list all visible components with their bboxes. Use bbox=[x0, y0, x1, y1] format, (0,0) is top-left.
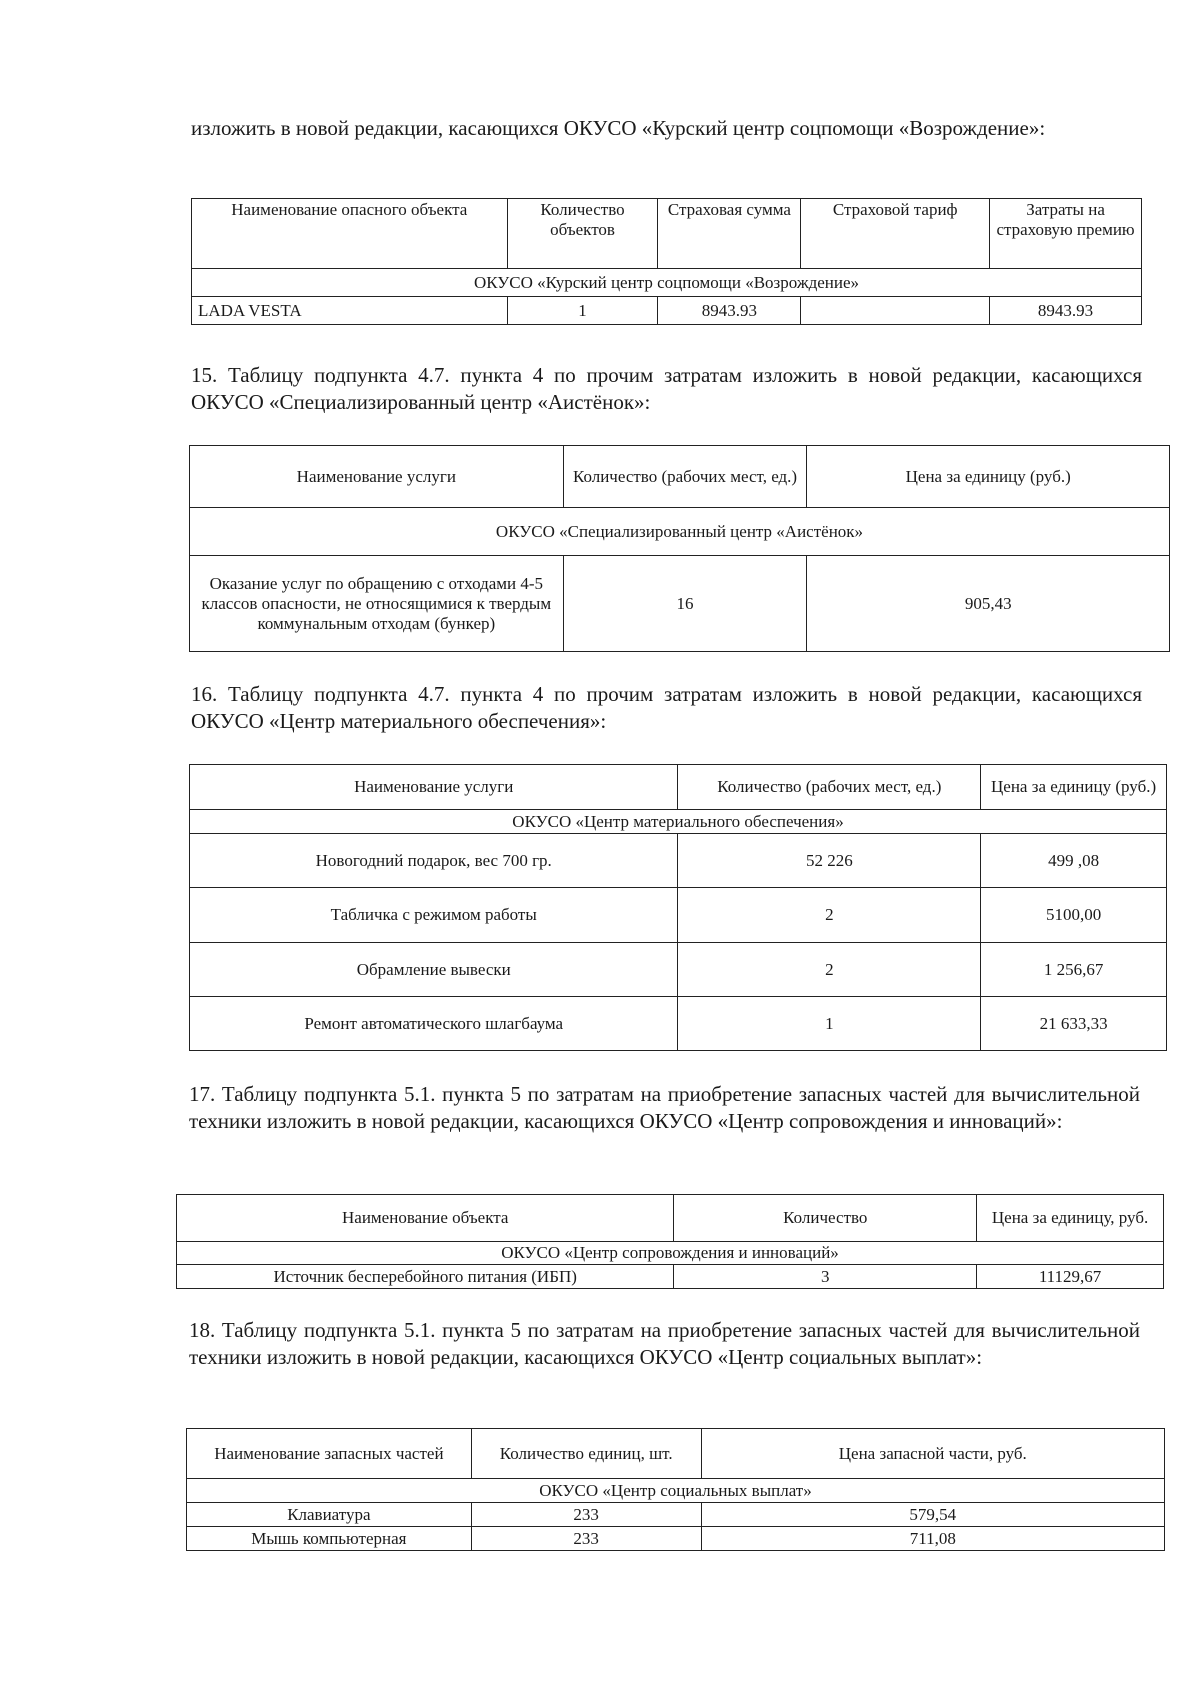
cell-name: Обрамление вывески bbox=[190, 943, 678, 997]
cell-price: 711,08 bbox=[701, 1527, 1164, 1551]
header-cell: Количество единиц, шт. bbox=[471, 1429, 701, 1479]
header-cell: Количество объектов bbox=[507, 199, 658, 269]
table-row bbox=[190, 997, 1167, 1051]
header-cell: Цена за единицу, руб. bbox=[977, 1195, 1164, 1242]
cell-qty: 2 bbox=[678, 888, 981, 943]
cell-price: 579,54 bbox=[701, 1503, 1164, 1527]
header-cell: Цена за единицу (руб.) bbox=[807, 446, 1170, 508]
social-payments-table bbox=[186, 1428, 1165, 1551]
section16-intro: 16. Таблицу подпункта 4.7. пункта 4 по прочим затратам изложить в новой редакции, касающихся ОКУСО «Центр материального обеспечения»: bbox=[191, 682, 1142, 733]
table-row bbox=[177, 1265, 1164, 1289]
table-row bbox=[190, 556, 1170, 652]
table-row bbox=[190, 888, 1167, 943]
header-cell: Наименование услуги bbox=[190, 765, 678, 810]
insurance-table bbox=[191, 198, 1142, 325]
cell-name: Табличка с режимом работы bbox=[190, 888, 678, 943]
material-table bbox=[189, 764, 1167, 1051]
header-cell: Количество (рабочих мест, ед.) bbox=[563, 446, 807, 508]
org-row: ОКУСО «Специализированный центр «Аистёнок» bbox=[190, 508, 1170, 556]
section17-intro: 17. Таблицу подпункта 5.1. пункта 5 по затратам на приобретение запасных частей для вычислительной техники изложить в новой редакции, касающихся ОКУСО «Центр сопровождения и инноваций»: bbox=[189, 1082, 1140, 1133]
org-row: ОКУСО «Курский центр соцпомощи «Возрождение» bbox=[192, 269, 1142, 297]
section14-intro: изложить в новой редакции, касающихся ОКУСО «Курский центр соцпомощи «Возрождение»: bbox=[191, 116, 1046, 140]
cell-tariff bbox=[801, 297, 990, 325]
cell-price: 21 633,33 bbox=[981, 997, 1167, 1051]
cell-sum: 8943.93 bbox=[658, 297, 801, 325]
cell-qty: 16 bbox=[563, 556, 807, 652]
section15-intro: 15. Таблицу подпункта 4.7. пункта 4 по прочим затратам изложить в новой редакции, касающихся ОКУСО «Специализированный центр «Аистёнок»: bbox=[191, 363, 1142, 414]
cell-count: 1 bbox=[507, 297, 658, 325]
table-row bbox=[190, 943, 1167, 997]
cell-qty: 52 226 bbox=[678, 834, 981, 888]
cell-qty: 233 bbox=[471, 1527, 701, 1551]
table-header-row bbox=[192, 199, 1142, 269]
cell-price: 11129,67 bbox=[977, 1265, 1164, 1289]
cell-qty: 233 bbox=[471, 1503, 701, 1527]
header-cell: Наименование запасных частей bbox=[187, 1429, 472, 1479]
org-row: ОКУСО «Центр материального обеспечения» bbox=[190, 810, 1167, 834]
cell-qty: 3 bbox=[674, 1265, 977, 1289]
table-row bbox=[190, 834, 1167, 888]
cell-price: 1 256,67 bbox=[981, 943, 1167, 997]
cell-qty: 1 bbox=[678, 997, 981, 1051]
org-row: ОКУСО «Центр сопровождения и инноваций» bbox=[177, 1242, 1164, 1265]
header-cell: Количество bbox=[674, 1195, 977, 1242]
cell-price: 499 ,08 bbox=[981, 834, 1167, 888]
cell-name: Источник бесперебойного питания (ИБП) bbox=[177, 1265, 674, 1289]
cell-name: Новогодний подарок, вес 700 гр. bbox=[190, 834, 678, 888]
section18-intro: 18. Таблицу подпункта 5.1. пункта 5 по затратам на приобретение запасных частей для вычислительной техники изложить в новой редакции, касающихся ОКУСО «Центр социальных выплат»: bbox=[189, 1318, 1140, 1369]
cell-name: Ремонт автоматического шлагбаума bbox=[190, 997, 678, 1051]
header-cell: Цена за единицу (руб.) bbox=[981, 765, 1167, 810]
header-cell: Цена запасной части, руб. bbox=[701, 1429, 1164, 1479]
table-row bbox=[187, 1503, 1165, 1527]
aistenok-table bbox=[189, 445, 1170, 652]
header-cell: Затраты на страховую премию bbox=[990, 199, 1142, 269]
cell-premium: 8943.93 bbox=[990, 297, 1142, 325]
table-row bbox=[192, 297, 1142, 325]
header-cell: Количество (рабочих мест, ед.) bbox=[678, 765, 981, 810]
cell-price: 5100,00 bbox=[981, 888, 1167, 943]
header-cell: Страховая сумма bbox=[658, 199, 801, 269]
cell-name: Мышь компьютерная bbox=[187, 1527, 472, 1551]
header-cell: Страховой тариф bbox=[801, 199, 990, 269]
cell-name: Оказание услуг по обращению с отходами 4-5 классов опасности, не относящимися к твердым коммунальным отходам (бункер) bbox=[190, 556, 564, 652]
org-row: ОКУСО «Центр социальных выплат» bbox=[187, 1479, 1165, 1503]
table-row bbox=[187, 1527, 1165, 1551]
cell-name: Клавиатура bbox=[187, 1503, 472, 1527]
header-cell: Наименование объекта bbox=[177, 1195, 674, 1242]
innovations-table bbox=[176, 1194, 1164, 1289]
cell-qty: 2 bbox=[678, 943, 981, 997]
header-cell: Наименование услуги bbox=[190, 446, 564, 508]
cell-name: LADA VESTA bbox=[192, 297, 508, 325]
header-cell: Наименование опасного объекта bbox=[192, 199, 508, 269]
cell-price: 905,43 bbox=[807, 556, 1170, 652]
